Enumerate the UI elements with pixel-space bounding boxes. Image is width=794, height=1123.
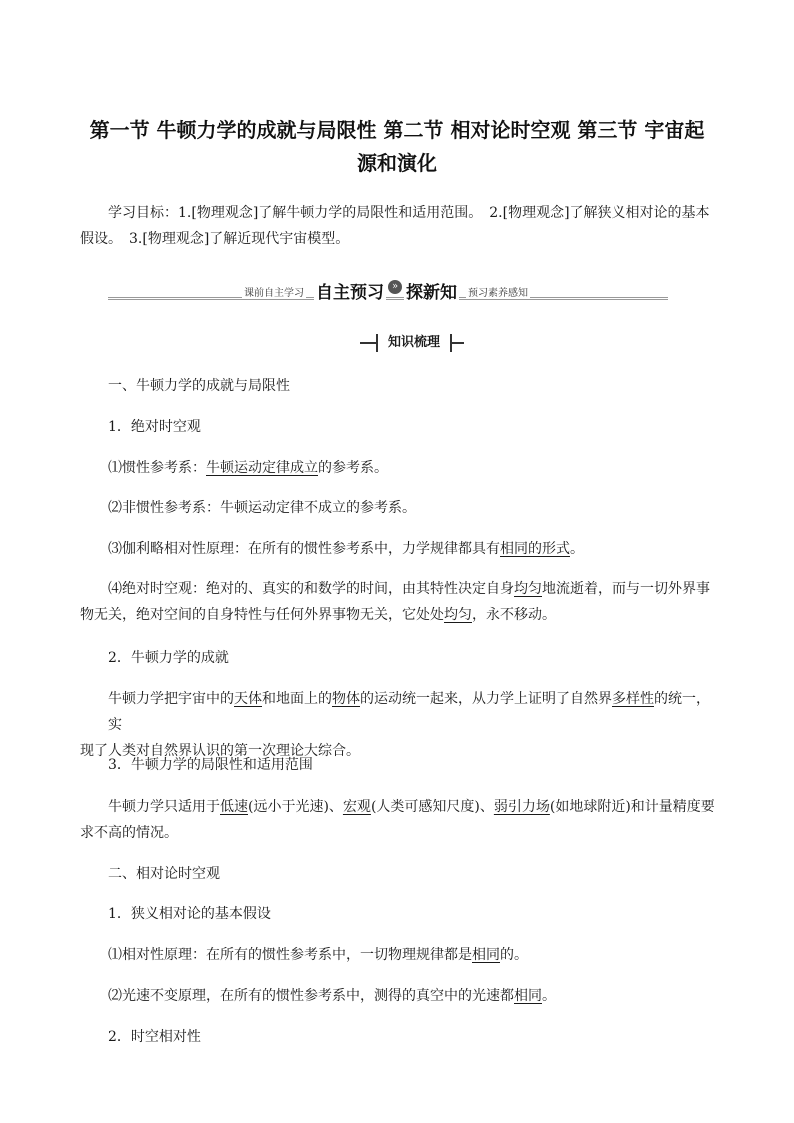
- text-fragment: ⑶伽利略相对性原理：在所有的惯性参考系中，力学规律都具有: [108, 541, 500, 557]
- text-fragment: (人类可感知尺度)、: [370, 799, 494, 815]
- heading-2-2: 2．时空相对性: [108, 1029, 201, 1045]
- underlined-answer: 相同: [514, 988, 542, 1004]
- text-fragment: (远小于光速)、: [248, 799, 343, 815]
- heading-2: 二、相对论时空观: [108, 866, 220, 882]
- banner-big-right: 探新知: [404, 278, 459, 303]
- text-fragment: 牛顿力学只适用于: [108, 799, 220, 815]
- para-light-speed-constancy: [108, 983, 718, 1009]
- heading-1-3: 3．牛顿力学的局限性和适用范围: [108, 757, 313, 773]
- title-line-1: 第一节 牛顿力学的成就与局限性 第二节 相对论时空观 第三节 宇宙起: [89, 118, 705, 142]
- text-fragment: 的参考系。: [318, 460, 388, 476]
- heading-2-1: 1．狭义相对论的基本假设: [108, 906, 271, 922]
- banner-double-rule: [108, 297, 668, 300]
- underlined-answer: 相同: [472, 947, 500, 963]
- double-chevron-icon: »: [388, 280, 402, 294]
- text-fragment: 的运动统一起来，从力学上证明了自然界: [360, 691, 612, 707]
- underlined-answer: 低速: [220, 799, 248, 815]
- underlined-answer: 物体: [332, 691, 360, 707]
- section-tag: [360, 334, 464, 352]
- text-fragment: 和地面上的: [262, 691, 332, 707]
- objectives-line-1: 学习目标：1.[物理观念]了解牛顿力学的局限性和适用范围。 2.[物理观念]了解狭义相对论的基本: [108, 205, 710, 221]
- para-noninertial-frame: ⑵非惯性参考系：牛顿运动定律不成立的参考系。: [108, 500, 416, 516]
- objectives-line-2: 假设。 3.[物理观念]了解近现代宇宙模型。: [80, 231, 350, 247]
- text-fragment: 。: [542, 988, 556, 1004]
- text-fragment: ⑴相对性原理：在所有的惯性参考系中，一切物理规律都是: [108, 947, 472, 963]
- text-fragment: ，永不移动。: [472, 607, 556, 623]
- heading-1-2: 2．牛顿力学的成就: [108, 650, 229, 666]
- underlined-answer: 相同的形式: [500, 541, 570, 557]
- underlined-answer: 宏观: [342, 799, 371, 815]
- page-title: [70, 114, 724, 180]
- para-relativity-principle: [108, 942, 718, 968]
- para-galilean-relativity: [108, 536, 718, 562]
- para-inertial-frame: [108, 455, 718, 481]
- text-fragment: 牛顿力学把宇宙中的: [108, 691, 234, 707]
- underlined-answer: 牛顿运动定律成立: [206, 460, 318, 476]
- heading-1-1: 1．绝对时空观: [108, 419, 201, 435]
- underlined-answer: 天体: [234, 691, 262, 707]
- heading-1: 一、牛顿力学的成就与局限性: [108, 378, 290, 394]
- text-fragment: 物无关，绝对空间的自身特性与任何外界事物无关，它处处: [80, 607, 444, 623]
- text-fragment: 的。: [500, 947, 528, 963]
- title-line-2: 源和演化: [357, 151, 437, 175]
- text-fragment: 地流逝着，而与一切外界事: [542, 581, 710, 597]
- text-fragment: ⑴惯性参考系：: [108, 460, 206, 476]
- banner-big-left: 自主预习: [314, 278, 386, 303]
- text-fragment: (如地球附近)和计量精度要: [549, 799, 715, 815]
- underlined-answer: 均匀: [444, 607, 472, 623]
- underlined-answer: 均匀: [514, 581, 542, 597]
- text-fragment: 求不高的情况。: [80, 825, 178, 841]
- banner-right-small: 预习素养感知: [466, 284, 530, 299]
- banner-left-small: 课前自主学习: [242, 284, 306, 299]
- text-fragment: ⑵光速不变原理，在所有的惯性参考系中，测得的真空中的光速都: [108, 988, 514, 1004]
- underlined-answer: 多样性: [612, 691, 654, 707]
- para-absolute-spacetime: [80, 576, 720, 628]
- section-banner: [108, 278, 668, 302]
- para-newton-limits: [80, 794, 720, 846]
- section-tag-label: 知识梳理: [376, 334, 452, 352]
- text-fragment: ⑷绝对时空观：绝对的、真实的和数学的时间，由其特性决定自身: [108, 581, 514, 597]
- learning-objectives: [80, 200, 728, 252]
- text-fragment: 。: [570, 541, 584, 557]
- text-fragment: 现了人类对自然界认识的第一次理论大综合。: [80, 743, 360, 759]
- text-fragment: 的统一，实: [108, 691, 710, 733]
- underlined-answer: 弱引力场: [493, 799, 550, 815]
